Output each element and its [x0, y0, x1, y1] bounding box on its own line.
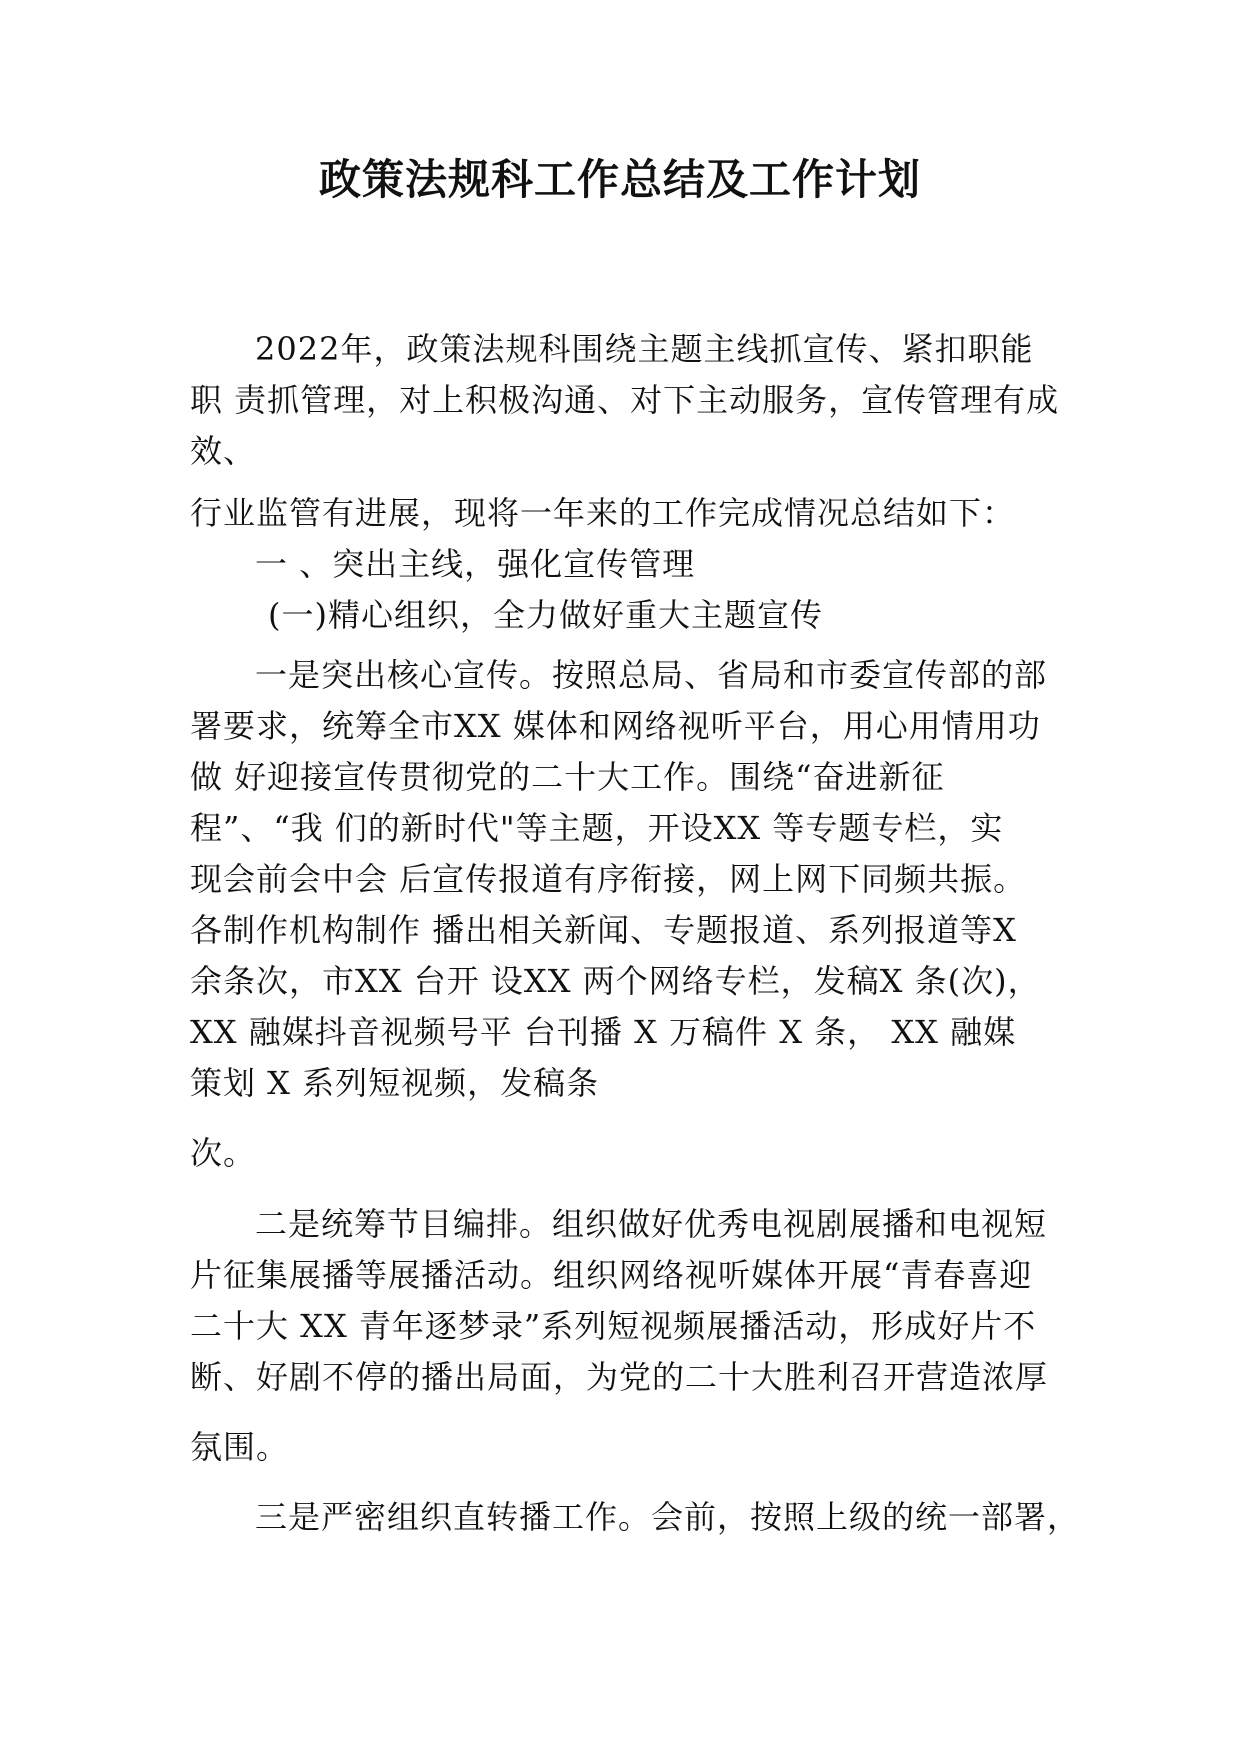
subsection-heading: (一)精心组织，全力做好重大主题宣传 — [268, 596, 823, 634]
paragraph-line: 现会前会中会 后宣传报道有序衔接，网上网下同频共振。 — [190, 860, 1027, 898]
paragraph-line: 余条次，市XX 台开 设XX 两个网络专栏，发稿X 条(次)， — [190, 962, 1041, 1000]
paragraph-line: XX 融媒抖音视频号平 台刊播 X 万稿件 X 条， XX 融媒 — [190, 1013, 1017, 1051]
section-heading: 一 、突出主线，强化宣传管理 — [255, 545, 696, 583]
paragraph-line: 策划 X 系列短视频，发稿条 — [190, 1064, 600, 1102]
paragraph-line: 效、 — [190, 432, 257, 470]
paragraph-line: 一是突出核心宣传。按照总局、省局和市委宣传部的部 — [255, 656, 1048, 694]
paragraph-line: 行业监管有进展，现将一年来的工作完成情况总结如下： — [190, 494, 1016, 532]
paragraph-line: 做 好迎接宣传贯彻党的二十大工作。围绕“奋进新征 — [190, 758, 945, 796]
paragraph-line: 片征集展播等展播活动。组织网络视听媒体开展“青春喜迎 — [190, 1256, 1033, 1294]
paragraph-line: 氛围。 — [190, 1428, 290, 1466]
paragraph-line: 次。 — [190, 1134, 257, 1172]
paragraph-line: 二是统筹节目编排。组织做好优秀电视剧展播和电视短 — [255, 1205, 1048, 1243]
paragraph-line: 2022年，政策法规科围绕主题主线抓宣传、紧扣职能 — [255, 330, 1034, 368]
paragraph-line: 三是严密组织直转播工作。会前，按照上级的统一部署， — [255, 1498, 1081, 1536]
document-title: 政策法规科工作总结及工作计划 — [318, 155, 921, 204]
paragraph-line: 职 责抓管理，对上积极沟通、对下主动服务，宣传管理有成 — [190, 381, 1060, 419]
paragraph-line: 各制作机构制作 播出相关新闻、专题报道、系列报道等X — [190, 911, 1017, 949]
paragraph-line: 程”、“我 们的新时代"等主题，开设XX 等专题专栏，实 — [190, 809, 1004, 847]
paragraph-line: 断、好剧不停的播出局面，为党的二十大胜利召开营造浓厚 — [190, 1358, 1049, 1396]
paragraph-line: 二十大 XX 青年逐梦录”系列短视频展播活动，形成好片不 — [190, 1307, 1037, 1345]
paragraph-line: 署要求，统筹全市XX 媒体和网络视听平台，用心用情用功 — [190, 707, 1041, 745]
